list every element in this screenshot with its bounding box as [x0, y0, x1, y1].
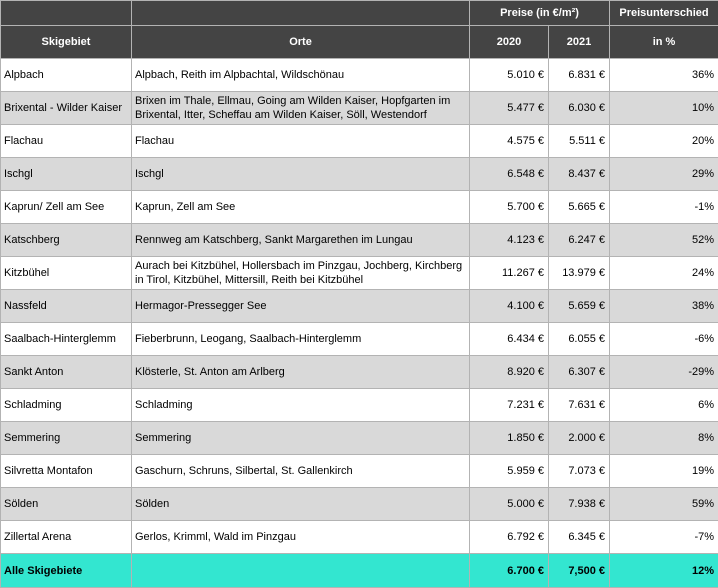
header-2020: 2020 [470, 26, 549, 59]
cell-2020: 6.792 € [470, 521, 549, 554]
cell-orte: Aurach bei Kitzbühel, Hollersbach im Pinzgau, Jochberg, Kirchberg in Tirol, Kitzbühel, Mittersill, Reith bei Kitzbühel [132, 257, 470, 290]
header-in-percent: in % [610, 26, 718, 59]
cell-skigebiet: Sölden [1, 488, 132, 521]
cell-skigebiet: Flachau [1, 125, 132, 158]
cell-diff: 38% [610, 290, 718, 323]
cell-2020: 1.850 € [470, 422, 549, 455]
cell-orte: Rennweg am Katschberg, Sankt Margarethen im Lungau [132, 224, 470, 257]
table-row [1, 389, 718, 422]
table-row [1, 257, 718, 290]
cell-2021-total: 7,500 € [549, 554, 610, 588]
cell-orte: Ischgl [132, 158, 470, 191]
cell-skigebiet: Ischgl [1, 158, 132, 191]
cell-2021: 6.345 € [549, 521, 610, 554]
cell-orte: Gerlos, Krimml, Wald im Pinzgau [132, 521, 470, 554]
cell-2020: 5.959 € [470, 455, 549, 488]
table-row [1, 191, 718, 224]
cell-diff: 10% [610, 92, 718, 125]
cell-diff: -1% [610, 191, 718, 224]
cell-skigebiet: Kitzbühel [1, 257, 132, 290]
cell-orte: Klösterle, St. Anton am Arlberg [132, 356, 470, 389]
cell-skigebiet: Katschberg [1, 224, 132, 257]
table-row [1, 224, 718, 257]
cell-orte: Flachau [132, 125, 470, 158]
header-row-top [1, 1, 718, 26]
cell-2021: 5.665 € [549, 191, 610, 224]
cell-2021: 2.000 € [549, 422, 610, 455]
cell-2021: 13.979 € [549, 257, 610, 290]
cell-diff: 19% [610, 455, 718, 488]
cell-diff: 52% [610, 224, 718, 257]
table-row [1, 521, 718, 554]
table-row [1, 455, 718, 488]
cell-2020: 5.010 € [470, 59, 549, 92]
header-orte: Orte [132, 26, 470, 59]
cell-skigebiet: Sankt Anton [1, 356, 132, 389]
cell-2020: 6.548 € [470, 158, 549, 191]
cell-orte: Fieberbrunn, Leogang, Saalbach-Hinterglemm [132, 323, 470, 356]
cell-diff: 59% [610, 488, 718, 521]
cell-2020: 11.267 € [470, 257, 549, 290]
table-row [1, 59, 718, 92]
cell-skigebiet: Brixental - Wilder Kaiser [1, 92, 132, 125]
cell-skigebiet: Zillertal Arena [1, 521, 132, 554]
cell-2021: 8.437 € [549, 158, 610, 191]
cell-skigebiet: Semmering [1, 422, 132, 455]
cell-2020: 4.575 € [470, 125, 549, 158]
table-row [1, 488, 718, 521]
cell-2021: 7.073 € [549, 455, 610, 488]
cell-diff: -29% [610, 356, 718, 389]
cell-orte: Kaprun, Zell am See [132, 191, 470, 224]
cell-orte-total [132, 554, 470, 588]
cell-2021: 6.831 € [549, 59, 610, 92]
cell-2020-total: 6.700 € [470, 554, 549, 588]
cell-diff: -6% [610, 323, 718, 356]
cell-2021: 6.247 € [549, 224, 610, 257]
cell-2020: 7.231 € [470, 389, 549, 422]
header-row-bottom [1, 26, 718, 59]
cell-skigebiet: Saalbach-Hinterglemm [1, 323, 132, 356]
cell-diff: 24% [610, 257, 718, 290]
cell-orte: Schladming [132, 389, 470, 422]
cell-skigebiet: Alpbach [1, 59, 132, 92]
cell-diff: 6% [610, 389, 718, 422]
header-2021: 2021 [549, 26, 610, 59]
cell-2020: 4.123 € [470, 224, 549, 257]
cell-orte: Gaschurn, Schruns, Silbertal, St. Gallenkirch [132, 455, 470, 488]
cell-orte: Brixen im Thale, Ellmau, Going am Wilden Kaiser, Hopfgarten im Brixental, Itter, Scheffau am Wilden Kaiser, Söll, Westendorf [132, 92, 470, 125]
header-preise: Preise (in €/m²) [470, 1, 610, 26]
cell-2021: 6.307 € [549, 356, 610, 389]
cell-diff-total: 12% [610, 554, 718, 588]
header-preisunterschied: Preisunterschied [610, 1, 718, 26]
cell-skigebiet: Silvretta Montafon [1, 455, 132, 488]
table-row [1, 125, 718, 158]
cell-orte: Hermagor-Pressegger See [132, 290, 470, 323]
table-row [1, 323, 718, 356]
cell-diff: 8% [610, 422, 718, 455]
header-blank-2 [132, 1, 470, 26]
cell-orte: Sölden [132, 488, 470, 521]
table-row [1, 356, 718, 389]
cell-2020: 8.920 € [470, 356, 549, 389]
cell-skigebiet: Nassfeld [1, 290, 132, 323]
cell-2020: 5.700 € [470, 191, 549, 224]
cell-diff: 36% [610, 59, 718, 92]
cell-2020: 4.100 € [470, 290, 549, 323]
cell-2021: 5.659 € [549, 290, 610, 323]
cell-2021: 6.030 € [549, 92, 610, 125]
cell-2020: 5.000 € [470, 488, 549, 521]
cell-2021: 7.631 € [549, 389, 610, 422]
table-row [1, 92, 718, 125]
cell-orte: Alpbach, Reith im Alpbachtal, Wildschönau [132, 59, 470, 92]
table-body [1, 59, 718, 588]
table-row [1, 422, 718, 455]
cell-2020: 5.477 € [470, 92, 549, 125]
cell-diff: 29% [610, 158, 718, 191]
table-row-total [1, 554, 718, 588]
header-skigebiet: Skigebiet [1, 26, 132, 59]
cell-2020: 6.434 € [470, 323, 549, 356]
table-row [1, 290, 718, 323]
table-row [1, 158, 718, 191]
cell-2021: 5.511 € [549, 125, 610, 158]
cell-2021: 6.055 € [549, 323, 610, 356]
cell-skigebiet: Schladming [1, 389, 132, 422]
cell-2021: 7.938 € [549, 488, 610, 521]
cell-skigebiet-total: Alle Skigebiete [1, 554, 132, 588]
table-header [1, 1, 718, 59]
cell-orte: Semmering [132, 422, 470, 455]
cell-diff: -7% [610, 521, 718, 554]
cell-skigebiet: Kaprun/ Zell am See [1, 191, 132, 224]
header-blank-1 [1, 1, 132, 26]
cell-diff: 20% [610, 125, 718, 158]
